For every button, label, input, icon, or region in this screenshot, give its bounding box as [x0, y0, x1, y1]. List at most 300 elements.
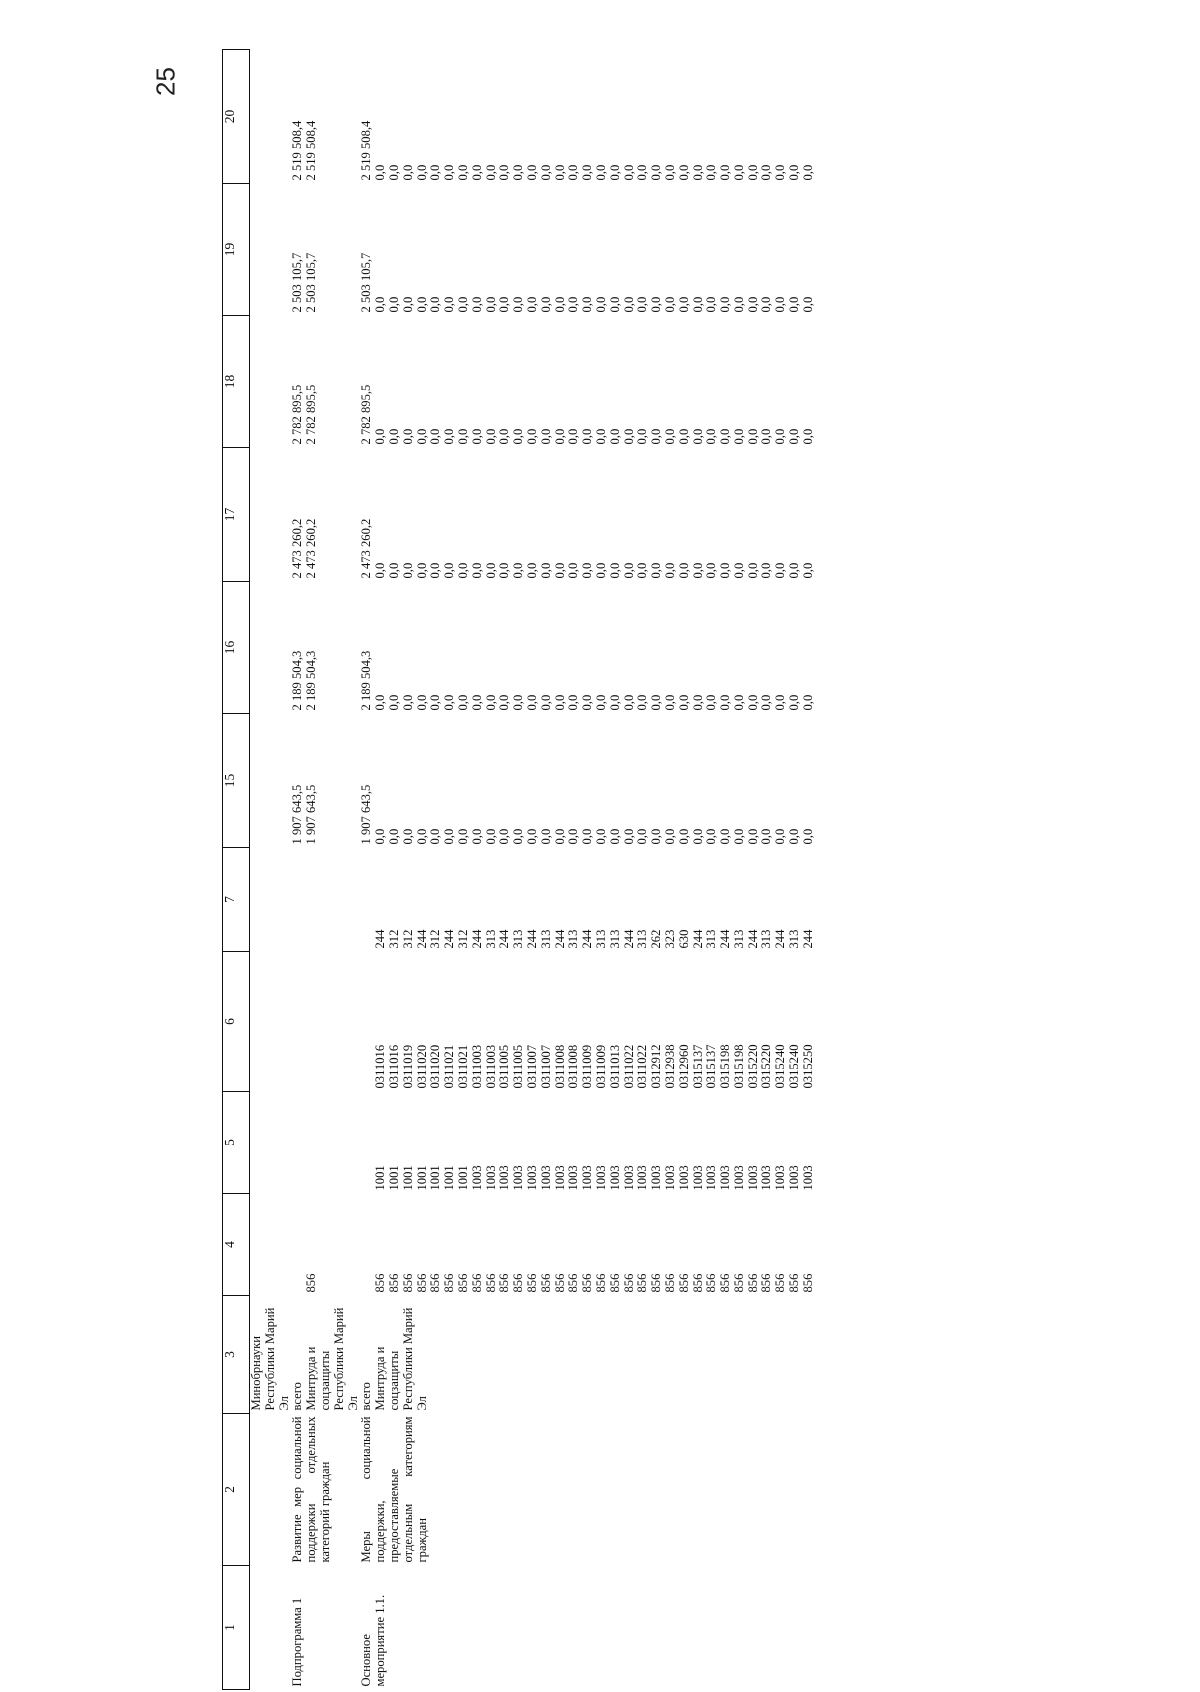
value-2018: 0,0 [676, 428, 691, 445]
value-2020: 0,0 [731, 164, 746, 181]
value-2017: 0,0 [621, 562, 636, 579]
measure-total-2019: 2 503 105,7 [359, 252, 374, 313]
expense-type: 244 [773, 929, 788, 949]
value-2020: 0,0 [414, 164, 429, 181]
value-2016: 0,0 [787, 694, 802, 711]
section-code: 1001 [414, 1165, 429, 1191]
expense-type: 244 [373, 929, 388, 949]
value-2016: 0,0 [676, 694, 691, 711]
value-2015: 0,0 [704, 828, 719, 845]
grbs-code: 856 [455, 1273, 470, 1293]
value-2020: 0,0 [469, 164, 484, 181]
value-2017: 0,0 [428, 562, 443, 579]
target-article: 0311021 [455, 1044, 470, 1089]
value-2016: 0,0 [497, 694, 512, 711]
expense-type: 313 [704, 929, 719, 949]
value-2015: 0,0 [524, 828, 539, 845]
column-number: 7 [223, 848, 250, 952]
value-2018: 0,0 [414, 428, 429, 445]
grbs-code: 856 [552, 1273, 567, 1293]
subprogram-total-label: всего [290, 1382, 305, 1411]
section-code: 1003 [676, 1165, 691, 1191]
value-2019: 0,0 [662, 296, 677, 313]
value-2015: 0,0 [676, 828, 691, 845]
expense-type: 244 [497, 929, 512, 949]
grbs-code: 856 [704, 1273, 719, 1293]
value-2019: 0,0 [800, 296, 815, 313]
value-2015: 0,0 [442, 828, 457, 845]
grbs-code: 856 [621, 1273, 636, 1293]
target-article: 0311007 [524, 1044, 539, 1089]
subprogram-total-2015: 1 907 643,5 [290, 784, 305, 845]
value-2015: 0,0 [552, 828, 567, 845]
measure-total-2015: 1 907 643,5 [359, 784, 374, 845]
value-2017: 0,0 [386, 562, 401, 579]
value-2018: 0,0 [538, 428, 553, 445]
value-2018: 0,0 [787, 428, 802, 445]
target-article: 0312960 [676, 1044, 691, 1089]
expense-type: 244 [621, 929, 636, 949]
subprogram-exec-2016: 2 189 504,3 [304, 650, 319, 711]
expense-type: 312 [428, 929, 443, 949]
grbs-code: 856 [593, 1273, 608, 1293]
subprogram-total-row [291, 50, 305, 1690]
expense-type: 244 [524, 929, 539, 949]
value-2019: 0,0 [607, 296, 622, 313]
column-number: 15 [223, 714, 250, 848]
value-2020: 0,0 [800, 164, 815, 181]
value-2019: 0,0 [593, 296, 608, 313]
value-2015: 0,0 [593, 828, 608, 845]
expense-type: 313 [483, 929, 498, 949]
expense-type: 313 [607, 929, 622, 949]
values-2020-list [374, 50, 816, 184]
subprogram-exec-2017: 2 473 260,2 [304, 518, 319, 579]
grbs-code: 856 [759, 1273, 774, 1293]
expense-type: 313 [538, 929, 553, 949]
value-2018: 0,0 [497, 428, 512, 445]
value-2015: 0,0 [621, 828, 636, 845]
expense-type: 313 [759, 929, 774, 949]
grbs-code: 856 [386, 1273, 401, 1293]
value-2016: 0,0 [580, 694, 595, 711]
value-2016: 0,0 [731, 694, 746, 711]
value-2019: 0,0 [414, 296, 429, 313]
subprogram-executor: Минтруда и соцзащиты Республики Марий Эл [304, 1307, 360, 1411]
value-2016: 0,0 [400, 694, 415, 711]
target-article: 0311009 [580, 1044, 595, 1089]
value-2015: 0,0 [497, 828, 512, 845]
value-2016: 0,0 [373, 694, 388, 711]
value-2018: 0,0 [400, 428, 415, 445]
target-article: 0315137 [690, 1044, 705, 1089]
grbs-code: 856 [469, 1273, 484, 1293]
value-2018: 0,0 [635, 428, 650, 445]
target-article: 0311021 [442, 1044, 457, 1089]
column-number: 2 [223, 1414, 250, 1566]
subprogram-code: Подпрограмма 1 [290, 1597, 305, 1687]
column-number: 17 [223, 448, 250, 582]
value-2018: 0,0 [511, 428, 526, 445]
value-2017: 0,0 [538, 562, 553, 579]
value-2015: 0,0 [731, 828, 746, 845]
value-2015: 0,0 [386, 828, 401, 845]
section-code: 1001 [373, 1165, 388, 1191]
grbs-code: 856 [690, 1273, 705, 1293]
value-2018: 0,0 [731, 428, 746, 445]
target-article: 0312938 [662, 1044, 677, 1089]
value-2015: 0,0 [649, 828, 664, 845]
value-2017: 0,0 [676, 562, 691, 579]
grbs-code: 856 [497, 1273, 512, 1293]
section-code: 1003 [690, 1165, 705, 1191]
value-2020: 0,0 [759, 164, 774, 181]
value-2017: 0,0 [469, 562, 484, 579]
budget-table [222, 49, 816, 1690]
grbs-code: 856 [580, 1273, 595, 1293]
value-2020: 0,0 [566, 164, 581, 181]
column-number: 1 [223, 1566, 250, 1690]
section-code: 1003 [621, 1165, 636, 1191]
value-2016: 0,0 [469, 694, 484, 711]
section-list [374, 1092, 816, 1194]
section-code: 1003 [787, 1165, 802, 1191]
value-2016: 0,0 [524, 694, 539, 711]
column-number: 19 [223, 184, 250, 316]
expense-type: 244 [800, 929, 815, 949]
value-2017: 0,0 [718, 562, 733, 579]
value-2015: 0,0 [580, 828, 595, 845]
section-code: 1003 [538, 1165, 553, 1191]
measure-total-2016: 2 189 504,3 [359, 650, 374, 711]
value-2019: 0,0 [455, 296, 470, 313]
subprogram-title: Развитие мер социальной поддержки отдельных категорий граждан [290, 1416, 332, 1563]
measure-total-2018: 2 782 895,5 [359, 384, 374, 445]
target-article: 0311009 [593, 1044, 608, 1089]
section-code: 1001 [400, 1165, 415, 1191]
value-2020: 0,0 [552, 164, 567, 181]
subprogram-total-2016: 2 189 504,3 [290, 650, 305, 711]
value-2017: 0,0 [580, 562, 595, 579]
value-2015: 0,0 [428, 828, 443, 845]
value-2018: 0,0 [469, 428, 484, 445]
target-article: 0311016 [386, 1044, 401, 1089]
value-2015: 0,0 [373, 828, 388, 845]
values-2017-list [374, 448, 816, 582]
value-2019: 0,0 [386, 296, 401, 313]
value-2017: 0,0 [552, 562, 567, 579]
section-code: 1003 [759, 1165, 774, 1191]
section-code: 1003 [593, 1165, 608, 1191]
value-2019: 0,0 [442, 296, 457, 313]
expense-type: 313 [635, 929, 650, 949]
measure-executor: Минтруда и соцзащиты Республики Марий Эл [373, 1307, 429, 1411]
value-2017: 0,0 [524, 562, 539, 579]
target-article: 0311007 [538, 1044, 553, 1089]
subprogram-exec-2020: 2 519 508,4 [304, 120, 319, 181]
value-2016: 0,0 [745, 694, 760, 711]
expense-type: 244 [469, 929, 484, 949]
value-2017: 0,0 [731, 562, 746, 579]
value-2019: 0,0 [580, 296, 595, 313]
target-article: 0311005 [511, 1044, 526, 1089]
value-2020: 0,0 [690, 164, 705, 181]
value-2020: 0,0 [745, 164, 760, 181]
target-article: 0311022 [635, 1044, 650, 1089]
value-2015: 0,0 [414, 828, 429, 845]
value-2015: 0,0 [511, 828, 526, 845]
value-2015: 0,0 [690, 828, 705, 845]
subprogram-exec-2018: 2 782 895,5 [304, 384, 319, 445]
grbs-code: 856 [414, 1273, 429, 1293]
value-2019: 0,0 [759, 296, 774, 313]
value-2018: 0,0 [483, 428, 498, 445]
value-2019: 0,0 [787, 296, 802, 313]
grbs-code: 856 [773, 1273, 788, 1293]
section-code: 1003 [497, 1165, 512, 1191]
value-2016: 0,0 [442, 694, 457, 711]
grbs-code: 856 [524, 1273, 539, 1293]
section-code: 1003 [718, 1165, 733, 1191]
value-2016: 0,0 [773, 694, 788, 711]
grbs-code: 856 [442, 1273, 457, 1293]
expense-type: 262 [649, 929, 664, 949]
expense-type: 244 [414, 929, 429, 949]
value-2017: 0,0 [400, 562, 415, 579]
value-2015: 0,0 [400, 828, 415, 845]
value-2016: 0,0 [718, 694, 733, 711]
value-2020: 0,0 [593, 164, 608, 181]
grbs-code: 856 [428, 1273, 443, 1293]
value-2020: 0,0 [497, 164, 512, 181]
value-2018: 0,0 [373, 428, 388, 445]
column-number: 4 [223, 1194, 250, 1296]
target-article: 0311016 [373, 1044, 388, 1089]
value-2017: 0,0 [662, 562, 677, 579]
value-2016: 0,0 [690, 694, 705, 711]
section-code: 1003 [731, 1165, 746, 1191]
value-2019: 0,0 [635, 296, 650, 313]
expense-type: 312 [400, 929, 415, 949]
value-2020: 0,0 [400, 164, 415, 181]
grbs-code: 856 [787, 1273, 802, 1293]
value-2018: 0,0 [524, 428, 539, 445]
target-article: 0311008 [566, 1044, 581, 1089]
value-2017: 0,0 [593, 562, 608, 579]
value-2017: 0,0 [773, 562, 788, 579]
value-2020: 0,0 [704, 164, 719, 181]
section-code: 1003 [704, 1165, 719, 1191]
value-2015: 0,0 [800, 828, 815, 845]
target-article: 0311019 [400, 1044, 415, 1089]
value-2018: 0,0 [580, 428, 595, 445]
subprogram-total-2018: 2 782 895,5 [290, 384, 305, 445]
grbs-code: 856 [607, 1273, 622, 1293]
expense-type: 244 [442, 929, 457, 949]
value-2018: 0,0 [718, 428, 733, 445]
section-code: 1003 [580, 1165, 595, 1191]
value-2020: 0,0 [524, 164, 539, 181]
value-2019: 0,0 [690, 296, 705, 313]
value-2018: 0,0 [455, 428, 470, 445]
subprogram-exec-2019: 2 503 105,7 [304, 252, 319, 313]
value-2020: 0,0 [676, 164, 691, 181]
grbs-code: 856 [731, 1273, 746, 1293]
value-2020: 0,0 [773, 164, 788, 181]
values-2015-list [374, 714, 816, 848]
value-2018: 0,0 [621, 428, 636, 445]
section-code: 1003 [649, 1165, 664, 1191]
value-2016: 0,0 [607, 694, 622, 711]
column-number: 5 [223, 1092, 250, 1194]
measure-total-row [360, 50, 374, 1690]
grbs-code: 856 [373, 1273, 388, 1293]
measure-code: Основное мероприятие 1.1. [359, 1594, 388, 1687]
value-2015: 0,0 [635, 828, 650, 845]
section-code: 1001 [428, 1165, 443, 1191]
value-2015: 0,0 [455, 828, 470, 845]
target-article: 0311003 [483, 1044, 498, 1089]
subprogram-grbs: 856 [304, 1273, 319, 1293]
value-2019: 0,0 [538, 296, 553, 313]
value-2016: 0,0 [386, 694, 401, 711]
expense-type: 313 [787, 929, 802, 949]
value-2019: 0,0 [469, 296, 484, 313]
value-2017: 0,0 [800, 562, 815, 579]
value-2017: 0,0 [745, 562, 760, 579]
value-2019: 0,0 [524, 296, 539, 313]
section-code: 1003 [483, 1165, 498, 1191]
value-2019: 0,0 [731, 296, 746, 313]
target-article: 0315198 [718, 1044, 733, 1089]
value-2016: 0,0 [511, 694, 526, 711]
value-2019: 0,0 [718, 296, 733, 313]
target-article-list [374, 952, 816, 1092]
value-2020: 0,0 [538, 164, 553, 181]
target-article: 0315240 [787, 1044, 802, 1089]
value-2020: 0,0 [483, 164, 498, 181]
value-2019: 0,0 [552, 296, 567, 313]
section-code: 1003 [511, 1165, 526, 1191]
value-2017: 0,0 [414, 562, 429, 579]
expense-type: 244 [580, 929, 595, 949]
value-2019: 0,0 [483, 296, 498, 313]
column-number: 6 [223, 952, 250, 1092]
value-2019: 0,0 [676, 296, 691, 313]
value-2015: 0,0 [787, 828, 802, 845]
value-2020: 0,0 [621, 164, 636, 181]
value-2017: 0,0 [690, 562, 705, 579]
value-2016: 0,0 [593, 694, 608, 711]
subprogram-total-2020: 2 519 508,4 [290, 120, 305, 181]
section-code: 1003 [773, 1165, 788, 1191]
value-2017: 0,0 [635, 562, 650, 579]
column-number: 18 [223, 316, 250, 448]
value-2015: 0,0 [718, 828, 733, 845]
value-2019: 0,0 [511, 296, 526, 313]
target-article: 0315198 [731, 1044, 746, 1089]
column-number: 20 [223, 50, 250, 184]
expense-type: 313 [593, 929, 608, 949]
grbs-code: 856 [800, 1273, 815, 1293]
section-code: 1003 [607, 1165, 622, 1191]
target-article: 0315220 [759, 1044, 774, 1089]
value-2017: 0,0 [704, 562, 719, 579]
grbs-code: 856 [718, 1273, 733, 1293]
value-2018: 0,0 [745, 428, 760, 445]
expense-type: 244 [718, 929, 733, 949]
value-2020: 0,0 [428, 164, 443, 181]
value-2017: 0,0 [649, 562, 664, 579]
grbs-code: 856 [745, 1273, 760, 1293]
target-article: 0315137 [704, 1044, 719, 1089]
value-2020: 0,0 [373, 164, 388, 181]
section-code: 1001 [442, 1165, 457, 1191]
grbs-code: 856 [538, 1273, 553, 1293]
grbs-code: 856 [511, 1273, 526, 1293]
grbs-code: 856 [400, 1273, 415, 1293]
values-2016-list [374, 582, 816, 714]
value-2018: 0,0 [593, 428, 608, 445]
value-2017: 0,0 [497, 562, 512, 579]
target-article: 0311013 [607, 1044, 622, 1089]
value-2016: 0,0 [621, 694, 636, 711]
value-2019: 0,0 [773, 296, 788, 313]
grbs-code: 856 [662, 1273, 677, 1293]
expense-type: 323 [662, 929, 677, 949]
section-code: 1003 [662, 1165, 677, 1191]
value-2019: 0,0 [373, 296, 388, 313]
value-2018: 0,0 [800, 428, 815, 445]
value-2016: 0,0 [566, 694, 581, 711]
value-2018: 0,0 [566, 428, 581, 445]
value-2016: 0,0 [428, 694, 443, 711]
value-2016: 0,0 [649, 694, 664, 711]
expense-type: 313 [731, 929, 746, 949]
value-2018: 0,0 [759, 428, 774, 445]
value-2020: 0,0 [718, 164, 733, 181]
subprogram-exec-2015: 1 907 643,5 [304, 784, 319, 845]
section-code: 1003 [469, 1165, 484, 1191]
value-2020: 0,0 [607, 164, 622, 181]
value-2017: 0,0 [787, 562, 802, 579]
value-2018: 0,0 [662, 428, 677, 445]
value-2018: 0,0 [690, 428, 705, 445]
expense-type-list [374, 848, 816, 952]
page-number: 25 [150, 67, 181, 96]
value-2017: 0,0 [442, 562, 457, 579]
value-2020: 0,0 [649, 164, 664, 181]
value-2016: 0,0 [538, 694, 553, 711]
column-number: 3 [223, 1296, 250, 1414]
section-code: 1003 [552, 1165, 567, 1191]
section-code: 1003 [566, 1165, 581, 1191]
value-2017: 0,0 [455, 562, 470, 579]
value-2015: 0,0 [607, 828, 622, 845]
grbs-code: 856 [635, 1273, 650, 1293]
value-2019: 0,0 [649, 296, 664, 313]
value-2015: 0,0 [566, 828, 581, 845]
grbs-code: 856 [676, 1273, 691, 1293]
expense-type: 312 [386, 929, 401, 949]
expense-type: 244 [690, 929, 705, 949]
measure-total-2020: 2 519 508,4 [359, 120, 374, 181]
value-2019: 0,0 [745, 296, 760, 313]
target-article: 0311020 [428, 1044, 443, 1089]
value-2020: 0,0 [386, 164, 401, 181]
value-2016: 0,0 [414, 694, 429, 711]
value-2015: 0,0 [745, 828, 760, 845]
